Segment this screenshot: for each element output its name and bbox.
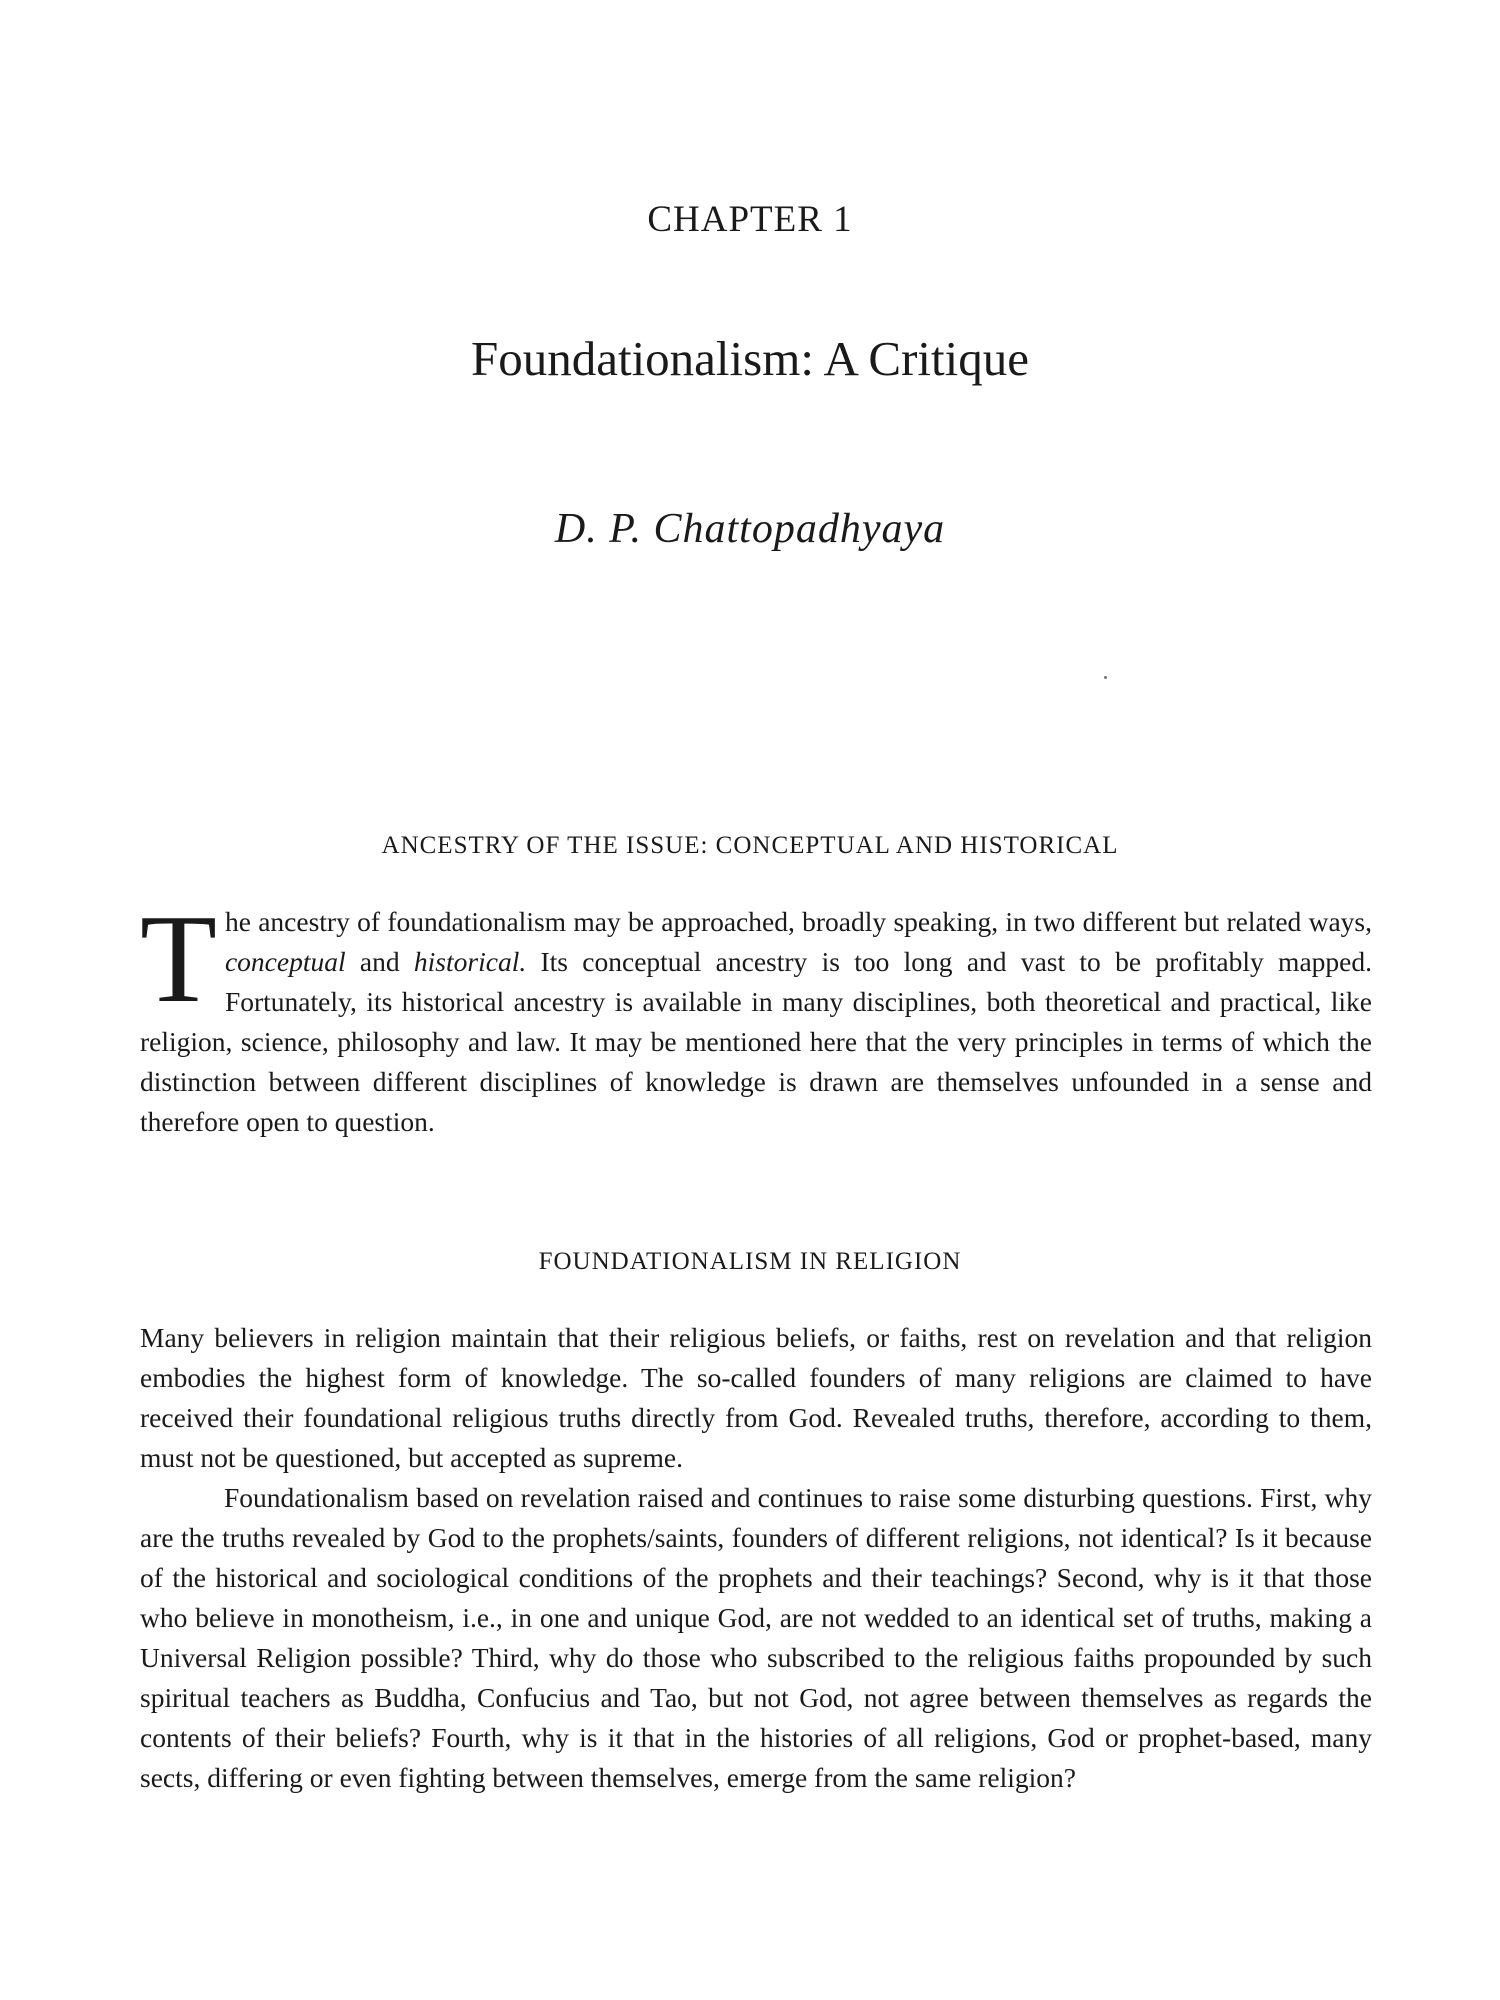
author-name: D. P. Chattopadhyaya — [554, 506, 946, 552]
chapter-title: Foundationalism: A Critique — [470, 331, 1030, 386]
paragraph-text: he ancestry of foundationalism may be approached, broadly speaking, in two different but related ways, — [224, 906, 1372, 937]
paragraph-text: Its conceptual ancestry is too long and vast to be profitably mapped. Fortunately, its historical ancestry is available in many disciplines, both theoretical and practical, like religion, science, philosophy and law. It may be mentioned here that the very principles in terms of which the distinction between different disciplines of knowledge is drawn are themselves unfounded in a sense and therefore open to question. — [140, 946, 1372, 1137]
chapter-label: CHAPTER 1 — [647, 199, 853, 240]
scan-speck — [1104, 676, 1107, 679]
section-heading-religion: FOUNDATIONALISM IN RELIGION — [538, 1248, 962, 1275]
paragraph-text: and — [345, 946, 414, 977]
section-body-religion — [140, 1318, 1372, 1798]
section-heading-ancestry: ANCESTRY OF THE ISSUE: CONCEPTUAL AND HISTORICAL — [381, 832, 1119, 859]
emphasis-historical: historical. — [413, 946, 527, 977]
paragraph: Many believers in religion maintain that their religious beliefs, or faiths, rest on revelation and that religion embodies the highest form of knowledge. The so-called founders of many religions are claimed to have received their foundational religious truths directly from God. Revealed truths, therefore, according to them, must not be questioned, but accepted as supreme. — [140, 1322, 1372, 1473]
paragraph — [140, 890, 1372, 1142]
emphasis-conceptual: conceptual — [224, 946, 346, 977]
section-body-ancestry — [140, 890, 1372, 1142]
drop-cap: T — [140, 890, 217, 1029]
paragraph: Foundationalism based on revelation raised and continues to raise some disturbing questions. First, why are the truths revealed by God to the prophets/saints, founders of different religions, not identical? Is it because of the historical and sociological conditions of the prophets and their teachings? Second, why is it that those who believe in monotheism, i.e., in one and unique God, are not wedded to an identical set of truths, making a Universal Religion possible? Third, why do those who subscribed to the religious faiths propounded by such spiritual teachers as Buddha, Confucius and Tao, but not God, not agree between themselves as regards the contents of their beliefs? Fourth, why is it that in the histories of all religions, God or prophet-based, many sects, differing or even fighting between themselves, emerge from the same religion? — [140, 1482, 1372, 1793]
